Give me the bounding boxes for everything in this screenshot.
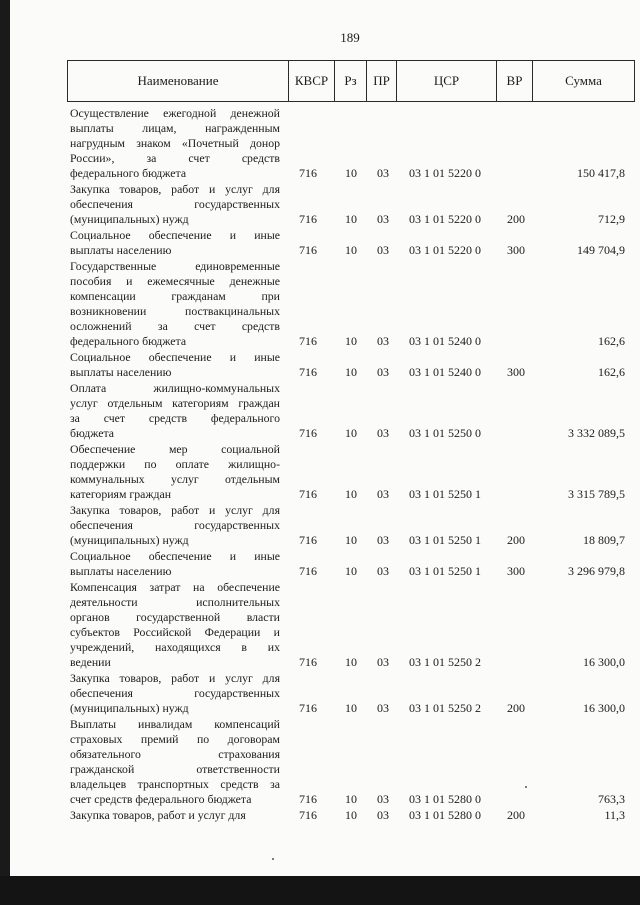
row-name-line: Социальное обеспечение и иные [70, 228, 280, 242]
row-kvsr: 716 [299, 243, 317, 257]
row-sum: 763,3 [598, 792, 625, 806]
row-name-line: федерального бюджета [70, 334, 187, 348]
row-vr: 200 [507, 212, 525, 226]
row-name-line: Компенсация затрат на обеспечение [70, 580, 280, 594]
table-row [10, 381, 640, 441]
row-name-line: возникновении поствакцинальных [70, 304, 280, 318]
row-name [70, 503, 280, 548]
row-sum: 11,3 [604, 808, 625, 822]
row-sum: 150 417,8 [577, 166, 625, 180]
row-name-line: субъектов Российской Федерации и [70, 625, 280, 639]
header-vr: ВР [496, 61, 532, 101]
row-rz: 10 [345, 334, 357, 348]
row-name [70, 671, 280, 716]
table-row [10, 580, 640, 670]
row-kvsr: 716 [299, 166, 317, 180]
row-name-line: деятельности исполнительных [70, 595, 280, 609]
row-name [70, 228, 280, 258]
row-csr: 03 1 01 5280 0 [409, 792, 481, 806]
header-name: Наименование [137, 73, 219, 88]
row-name-line: бюджета [70, 426, 114, 440]
row-csr: 03 1 01 5250 1 [409, 564, 481, 578]
row-name [70, 808, 280, 823]
row-vr: 300 [507, 243, 525, 257]
row-vr: 300 [507, 564, 525, 578]
row-rz: 10 [345, 166, 357, 180]
row-rz: 10 [345, 808, 357, 822]
row-pr: 03 [377, 487, 389, 501]
row-name-line: Оплата жилищно-коммунальных [70, 381, 280, 395]
row-name-line: услуг отдельным категориям граждан [70, 396, 280, 410]
row-kvsr: 716 [299, 334, 317, 348]
row-name-line: Социальное обеспечение и иные [70, 549, 280, 563]
row-pr: 03 [377, 334, 389, 348]
row-sum: 149 704,9 [577, 243, 625, 257]
row-sum: 3 296 979,8 [568, 564, 625, 578]
row-kvsr: 716 [299, 533, 317, 547]
row-name-line: Осуществление ежегодной денежной [70, 106, 280, 120]
row-rz: 10 [345, 564, 357, 578]
row-kvsr: 716 [299, 655, 317, 669]
table-row [10, 350, 640, 380]
row-vr: 200 [507, 533, 525, 547]
row-rz: 10 [345, 365, 357, 379]
row-sum: 712,9 [598, 212, 625, 226]
row-name-line: пособия и ежемесячные денежные [70, 274, 280, 288]
row-pr: 03 [377, 426, 389, 440]
row-name-line: Выплаты инвалидам компенсаций [70, 717, 280, 731]
row-name-line: коммунальных услуг отдельным [70, 472, 280, 486]
row-name [70, 182, 280, 227]
table-row [10, 503, 640, 548]
row-rz: 10 [345, 533, 357, 547]
row-vr: 300 [507, 365, 525, 379]
row-pr: 03 [377, 243, 389, 257]
row-name-line: учреждений, находящихся в их [70, 640, 280, 654]
row-sum: 16 300,0 [583, 701, 625, 715]
table-row [10, 442, 640, 502]
row-kvsr: 716 [299, 792, 317, 806]
row-csr: 03 1 01 5250 1 [409, 533, 481, 547]
row-name-line: ведении [70, 655, 111, 669]
row-pr: 03 [377, 212, 389, 226]
header-rz: Рз [334, 61, 366, 101]
row-csr: 03 1 01 5240 0 [409, 334, 481, 348]
row-vr: 200 [507, 701, 525, 715]
header-sum: Сумма [532, 61, 634, 101]
row-pr: 03 [377, 166, 389, 180]
header-csr: ЦСР [396, 61, 496, 101]
row-name-line: (муниципальных) нужд [70, 533, 189, 547]
table-row [10, 106, 640, 181]
row-sum: 3 332 089,5 [568, 426, 625, 440]
table-header [67, 60, 635, 102]
row-name-line: Обеспечение мер социальной [70, 442, 280, 456]
row-vr: 200 [507, 808, 525, 822]
row-rz: 10 [345, 792, 357, 806]
row-name-line: Социальное обеспечение и иные [70, 350, 280, 364]
page-number: 189 [340, 30, 360, 45]
row-pr: 03 [377, 655, 389, 669]
table-row [10, 671, 640, 716]
row-name-line: категориям граждан [70, 487, 172, 501]
row-kvsr: 716 [299, 701, 317, 715]
row-name [70, 442, 280, 502]
row-name-line: Закупка товаров, работ и услуг для [70, 503, 280, 517]
row-name-line: компенсации гражданам при [70, 289, 280, 303]
row-name-line: (муниципальных) нужд [70, 701, 189, 715]
row-name-line: Государственные единовременные [70, 259, 280, 273]
row-rz: 10 [345, 701, 357, 715]
table-row [10, 182, 640, 227]
row-name [70, 106, 280, 181]
scan-border [0, 876, 640, 905]
row-name-line: обеспечения государственных [70, 686, 280, 700]
scan-speck [272, 858, 274, 860]
row-csr: 03 1 01 5280 0 [409, 808, 481, 822]
table-row [10, 808, 640, 823]
row-name [70, 549, 280, 579]
row-pr: 03 [377, 365, 389, 379]
row-name-line: органов государственной власти [70, 610, 280, 624]
row-kvsr: 716 [299, 564, 317, 578]
row-name-line: владельцев транспортных средств за [70, 777, 280, 791]
scan-speck [525, 786, 527, 788]
row-name [70, 350, 280, 380]
row-pr: 03 [377, 564, 389, 578]
document-page [10, 0, 640, 876]
row-rz: 10 [345, 426, 357, 440]
row-name-line: (муниципальных) нужд [70, 212, 189, 226]
row-name-line: счет средств федерального бюджета [70, 792, 252, 806]
row-name-line: нагрудным знаком «Почетный донор [70, 136, 280, 150]
row-name-line: федерального бюджета [70, 166, 187, 180]
row-rz: 10 [345, 487, 357, 501]
row-csr: 03 1 01 5220 0 [409, 166, 481, 180]
row-kvsr: 716 [299, 487, 317, 501]
row-rz: 10 [345, 243, 357, 257]
row-csr: 03 1 01 5250 1 [409, 487, 481, 501]
row-name-line: выплаты населению [70, 365, 172, 379]
row-name-line: Закупка товаров, работ и услуг для [70, 182, 280, 196]
table-row [10, 549, 640, 579]
row-sum: 162,6 [598, 365, 625, 379]
row-name-line: обеспечения государственных [70, 197, 280, 211]
row-name-line: Закупка товаров, работ и услуг для [70, 671, 280, 685]
row-sum: 3 315 789,5 [568, 487, 625, 501]
header-kvsr: КВСР [288, 61, 334, 101]
row-name-line: выплаты лицам, награжденным [70, 121, 280, 135]
row-kvsr: 716 [299, 808, 317, 822]
row-name [70, 580, 280, 670]
table-row [10, 717, 640, 807]
table-row [10, 228, 640, 258]
row-name [70, 381, 280, 441]
row-sum: 16 300,0 [583, 655, 625, 669]
row-csr: 03 1 01 5250 0 [409, 426, 481, 440]
table-row [10, 259, 640, 349]
row-sum: 18 809,7 [583, 533, 625, 547]
row-csr: 03 1 01 5250 2 [409, 655, 481, 669]
row-name [70, 259, 280, 349]
row-name-line: обеспечения государственных [70, 518, 280, 532]
row-pr: 03 [377, 792, 389, 806]
row-pr: 03 [377, 533, 389, 547]
row-sum: 162,6 [598, 334, 625, 348]
row-kvsr: 716 [299, 365, 317, 379]
row-pr: 03 [377, 701, 389, 715]
row-kvsr: 716 [299, 426, 317, 440]
row-name-line: поддержки по оплате жилищно- [70, 457, 280, 471]
row-csr: 03 1 01 5220 0 [409, 243, 481, 257]
row-name-line: России», за счет средств [70, 151, 280, 165]
row-csr: 03 1 01 5240 0 [409, 365, 481, 379]
row-name-line: обязательного страхования [70, 747, 280, 761]
row-rz: 10 [345, 655, 357, 669]
row-name-line: за счет средств федерального [70, 411, 280, 425]
row-name [70, 717, 280, 807]
row-name-line: выплаты населению [70, 564, 172, 578]
header-pr: ПР [366, 61, 396, 101]
row-name-line: выплаты населению [70, 243, 172, 257]
row-name-line: Закупка товаров, работ и услуг для [70, 808, 246, 822]
row-name-line: страховых премий по договорам [70, 732, 280, 746]
row-csr: 03 1 01 5220 0 [409, 212, 481, 226]
row-rz: 10 [345, 212, 357, 226]
row-name-line: гражданской ответственности [70, 762, 280, 776]
row-pr: 03 [377, 808, 389, 822]
row-kvsr: 716 [299, 212, 317, 226]
row-csr: 03 1 01 5250 2 [409, 701, 481, 715]
row-name-line: осложнений за счет средств [70, 319, 280, 333]
